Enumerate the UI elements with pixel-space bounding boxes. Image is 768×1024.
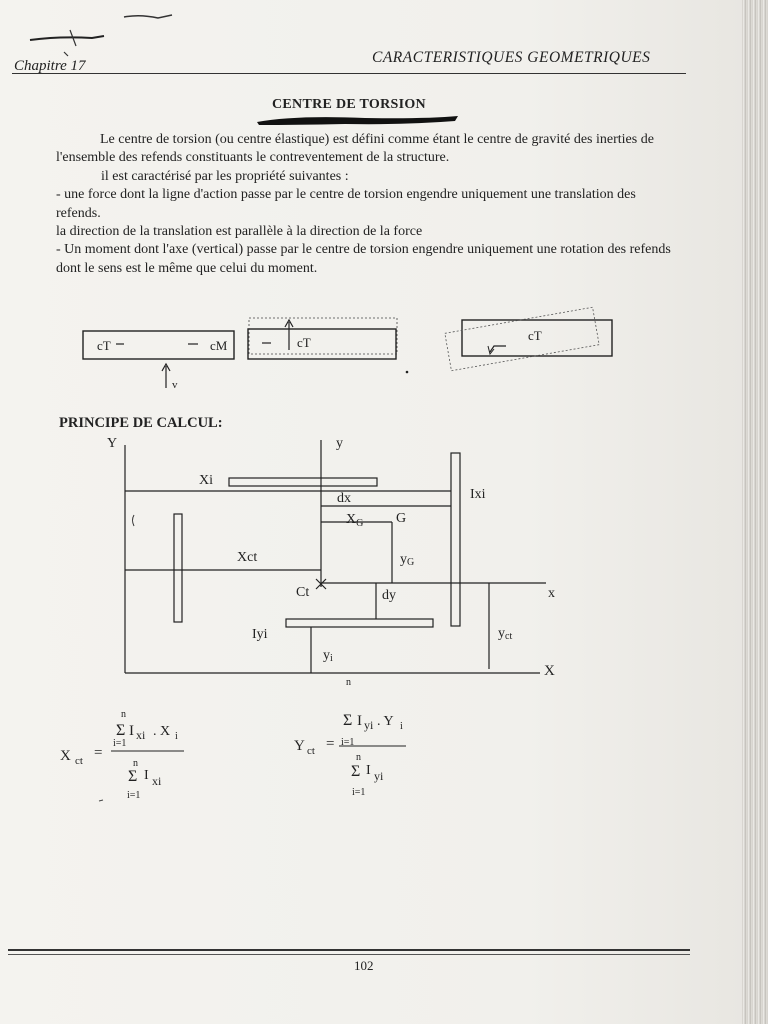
box3-ct-label: cT <box>528 328 542 343</box>
paragraph-translation: la direction de la translation est parallèle à la direction de la force <box>56 224 423 240</box>
box1-ct-label: cT <box>97 338 111 353</box>
svg-text:i=1: i=1 <box>352 787 366 798</box>
svg-text:yi: yi <box>374 769 384 783</box>
svg-text:i=1: i=1 <box>341 737 355 748</box>
svg-text:i: i <box>175 731 178 742</box>
label-yi: yi <box>323 648 333 664</box>
label-Y: Y <box>107 436 118 451</box>
svg-text:i=1: i=1 <box>127 790 141 801</box>
svg-text:n: n <box>133 758 138 769</box>
label-Ct: Ct <box>296 585 310 600</box>
svg-text:Y: Y <box>294 738 305 754</box>
box2-ct-label: cT <box>297 335 311 350</box>
label-Xct: Xct <box>237 550 258 565</box>
paragraph-definition: Le centre de torsion (ou centre élastique) est défini comme étant le centre de gravité des inerties de l'ensemble des refends constituants le contreventement de la structure. <box>56 132 654 166</box>
svg-text:ct: ct <box>75 755 83 767</box>
label-yct: yct <box>498 626 513 642</box>
svg-text:I: I <box>129 723 134 739</box>
svg-text:yi: yi <box>364 718 374 732</box>
footer-rule <box>8 949 690 951</box>
paragraph-moment: - Un moment dont l'axe (vertical) passe par le centre de torsion engendre uniquement une rotation des refends dont le sens est le même que celui du moment. <box>56 242 671 276</box>
footer-rule-thin <box>8 954 690 955</box>
running-title: CARACTERISTIQUES GEOMETRIQUES <box>372 49 651 66</box>
svg-text:i: i <box>400 721 403 732</box>
label-X: X <box>544 663 555 679</box>
label-Ixi: Ixi <box>470 487 486 502</box>
svg-text:I: I <box>366 763 371 778</box>
svg-text:xi: xi <box>136 728 146 742</box>
svg-text:X: X <box>60 748 71 764</box>
svg-text:I: I <box>357 713 362 729</box>
paragraph-properties-intro: il est caractérisé par les propriété suivantes : <box>101 168 349 184</box>
svg-text:Σ: Σ <box>351 763 361 780</box>
formula-xct <box>60 709 184 801</box>
svg-text:I: I <box>144 768 149 783</box>
label-dx: dx <box>337 491 351 506</box>
label-XG: $X_G$ <box>346 512 364 529</box>
label-dy: dy <box>382 588 396 603</box>
svg-text:n: n <box>346 677 351 688</box>
label-Xi: Xi <box>199 473 213 488</box>
svg-text:=: = <box>326 736 335 752</box>
section-title: CENTRE DE TORSION <box>272 97 426 112</box>
formula-yct <box>294 677 406 798</box>
label-x: x <box>548 586 555 601</box>
page-number: 102 <box>354 958 374 973</box>
svg-text:Σ: Σ <box>116 722 126 739</box>
svg-text:. X: . X <box>153 724 171 739</box>
box1-force-label: v <box>172 379 178 391</box>
svg-text:i=1: i=1 <box>113 738 127 749</box>
paragraph-force: - une force dont la ligne d'action passe par le centre de torsion engendre uniquement une translation des refends. <box>56 187 636 221</box>
label-G: G <box>396 511 407 526</box>
svg-text:. Y: . Y <box>377 714 394 729</box>
label-y: y <box>336 436 343 451</box>
label-yG: yG <box>400 552 415 568</box>
svg-text:n: n <box>121 709 126 720</box>
chapter-label: Chapitre 17 <box>14 58 86 74</box>
svg-text:n: n <box>356 752 361 763</box>
subheading-principe: PRINCIPE DE CALCUL: <box>59 415 223 431</box>
svg-text:ct: ct <box>307 745 315 757</box>
svg-text:xi: xi <box>152 774 162 788</box>
box1-cm-label: cM <box>210 338 228 353</box>
label-Iyi: Iyi <box>252 627 268 642</box>
svg-text:Σ: Σ <box>128 768 138 785</box>
svg-text:Σ: Σ <box>343 712 353 729</box>
svg-text:=: = <box>94 745 103 761</box>
